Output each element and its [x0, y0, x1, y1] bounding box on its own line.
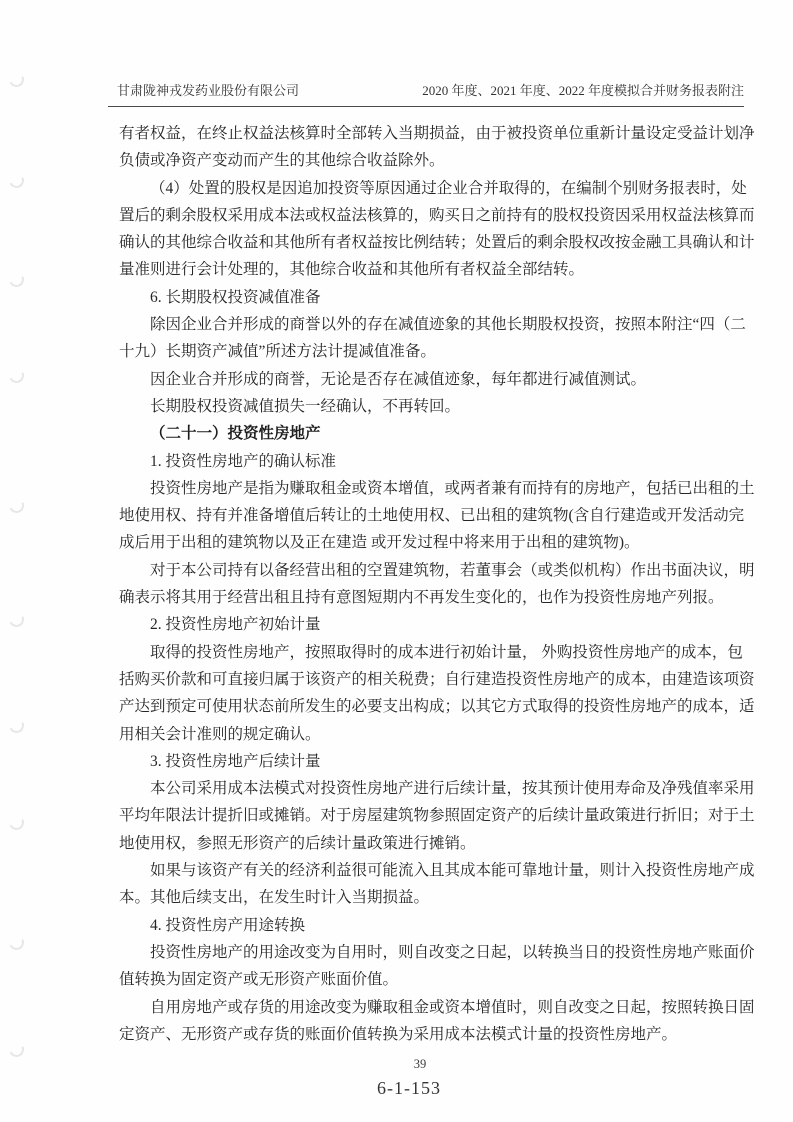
punch-hole-mark: [7, 813, 26, 832]
document-body: [119, 120, 767, 1048]
punch-hole-mark: [7, 270, 26, 289]
text-line: 取得的投资性房地产，按照取得时的成本进行初始计量， 外购投资性房地产的成本，包: [150, 643, 743, 661]
text-line: （二十一）投资性房地产: [150, 425, 321, 443]
text-line: 确认的其他综合收益和其他所有者权益按比例结转；处置后的剩余股权改按金融工具确认和计: [119, 234, 755, 252]
text-line: 投资性房地产是指为赚取租金或资本增值，或两者兼有而持有的房地产，包括已出租的土: [150, 479, 755, 497]
company-name: 甘肃陇神戎发药业股份有限公司: [117, 83, 300, 98]
text-line: 产达到预定可使用状态前所发生的必要支出构成；以其它方式取得的投资性房地产的成本，适: [119, 698, 755, 716]
text-line: 因企业合并形成的商誉，无论是否存在减值迹象，每年都进行减值测试。: [150, 370, 647, 388]
text-line: 十九）长期资产减值”所述方法计提减值准备。: [119, 343, 436, 361]
text-line: 本公司采用成本法模式对投资性房地产进行后续计量，按其预计使用寿命及净残值率采用: [150, 780, 755, 798]
punch-hole-mark: [7, 716, 26, 735]
text-line: 有者权益，在终止权益法核算时全部转入当期损益，由于被投资单位重新计量设定受益计划净: [119, 125, 755, 142]
punch-hole-mark: [7, 171, 26, 190]
text-line: 置后的剩余股权采用成本法或权益法核算的，购买日之前持有的股权投资因采用权益法核算而: [119, 206, 755, 224]
page-number: 39: [413, 1057, 427, 1071]
text-line: 长期股权投资减值损失一经确认，不再转回。: [150, 397, 461, 415]
text-line: 1. 投资性房地产的确认标准: [150, 452, 337, 470]
text-line: 4. 投资性房产用途转换: [150, 916, 306, 934]
text-line: 地使用权、持有并准备增值后转让的土地使用权、已出租的建筑物(含自行建造或开发活动完: [119, 507, 745, 525]
punch-hole-mark: [7, 610, 26, 629]
page-header: [108, 80, 744, 107]
text-line: 负债或净资产变动而产生的其他综合收益除外。: [119, 152, 445, 170]
punch-hole-mark: [7, 70, 26, 89]
doc-code: 6-1-153: [377, 1078, 441, 1098]
punch-hole-mark: [7, 933, 26, 952]
text-line: 量准则进行会计处理的，其他综合收益和其他所有者权益全部结转。: [119, 261, 585, 279]
text-line: 成后用于出租的建筑物以及正在建造 或开发过程中将来用于出租的建筑物)。: [119, 534, 640, 552]
text-line: 定资产、无形资产或存货的账面价值转换为采用成本法模式计量的投资性房地产。: [119, 1025, 678, 1043]
text-line: （4）处置的股权是因追加投资等原因通过企业合并取得的，在编制个别财务报表时，处: [150, 179, 747, 197]
report-title: 2020 年度、2021 年度、2022 年度模拟合并财务报表附注: [422, 83, 744, 98]
text-line: 如果与该资产有关的经济利益很可能流入且其成本能可靠地计量，则计入投资性房地产成: [150, 862, 755, 880]
text-line: 2. 投资性房地产初始计量: [150, 616, 321, 634]
text-line: 确表示将其用于经营出租且持有意图短期内不再发生变化的，也作为投资性房地产列报。: [119, 589, 724, 607]
text-line: 投资性房地产的用途改变为自用时，则自改变之日起，以转换当日的投资性房地产账面价: [150, 943, 755, 961]
text-line: 自用房地产或存货的用途改变为赚取租金或资本增值时，则自改变之日起，按照转换日固: [150, 998, 755, 1016]
text-line: 6. 长期股权投资减值准备: [150, 288, 321, 306]
text-line: 对于本公司持有以备经营出租的空置建筑物，若董事会（或类似机构）作出书面决议，明: [150, 561, 755, 579]
text-line: 平均年限法计提折旧或摊销。对于房屋建筑物参照固定资产的后续计量政策进行折旧；对于土: [119, 807, 755, 825]
punch-hole-mark: [7, 496, 26, 515]
text-line: 3. 投资性房地产后续计量: [150, 752, 321, 770]
text-line: 除因企业合并形成的商誉以外的存在减值迹象的其他长期股权投资，按照本附注“四（二: [150, 316, 746, 334]
text-line: 地使用权，参照无形资产的后续计量政策进行摊销。: [119, 834, 476, 852]
text-line: 用相关会计准则的规定确认。: [119, 725, 321, 743]
text-line: 值转换为固定资产或无形资产账面价值。: [119, 971, 399, 989]
text-line: 本。其他后续支出，在发生时计入当期损益。: [119, 889, 430, 907]
punch-hole-mark: [7, 366, 26, 385]
text-line: 括购买价款和可直接归属于该资产的相关税费；自行建造投资性房地产的成本，由建造该项资: [119, 670, 755, 688]
